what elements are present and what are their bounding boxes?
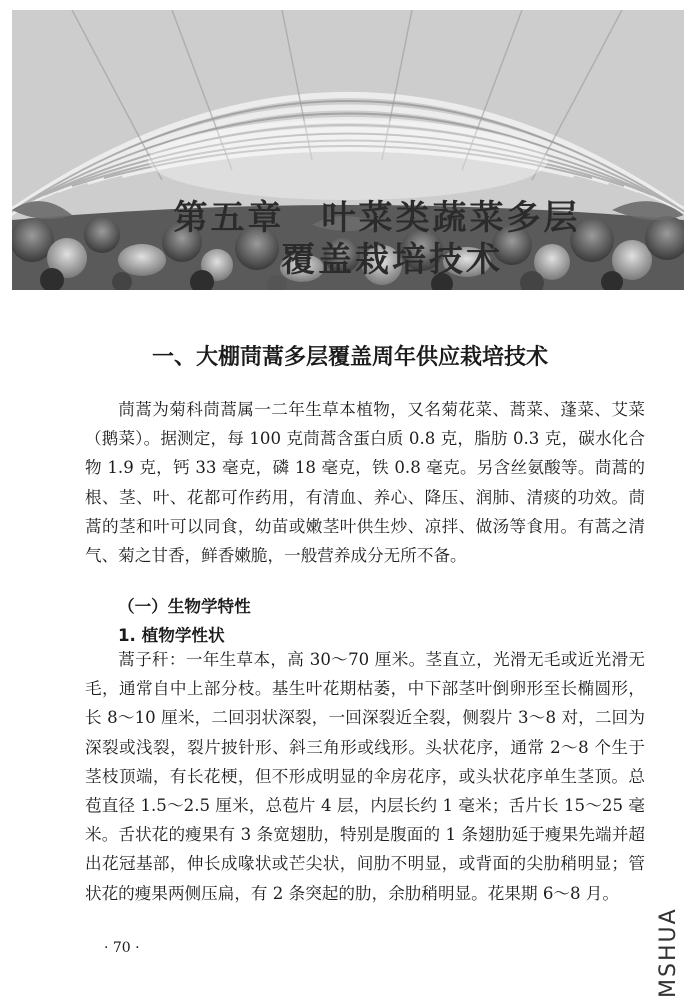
side-watermark: MSHUA — [656, 907, 681, 998]
chapter-title-line-1: 第五章 叶菜类蔬菜多层 — [173, 198, 581, 238]
botanical-paragraph: 蒿子秆：一年生草本，高 30～70 厘米。茎直立，光滑无毛或近光滑无毛，通常自中上部分枝。基生叶花期枯萎，中下部茎叶倒卵形至长椭圆形，长 8～10 厘米，二回羽状深裂，一回深裂近全裂，侧裂片 3～8 对，二回为深裂或浅裂，裂片披针形、斜三角形或线形。头状花序，通常 2～8 个生于茎枝顶端，有长花梗，但不形成明显的伞房花序，或头状花序单生茎顶。总苞直径 1.5～2.5 厘米，总苞片 4 层，内层长约 1 毫米；舌片长 15～25 毫米。舌状花的瘦果有 3 条宽翅肋，特别是腹面的 1 条翅肋延于瘦果先端并超出花冠基部，伸长成喙状或芒尖状，间肋不明显，或背面的尖肋稍明显；管状花的瘦果两侧压扁，有 2 条突起的肋，余肋稍明显。花果期 6～8 月。 — [85, 650, 645, 903]
page-number: · 70 · — [104, 940, 140, 956]
chapter-title-line-2: 覆盖栽培技术 — [281, 240, 503, 280]
section-heading: 一、大棚茼蒿多层覆盖周年供应栽培技术 — [151, 345, 548, 370]
subheading-botanical-traits: 1. 植物学性状 — [118, 626, 225, 645]
intro-paragraph: 茼蒿为菊科茼蒿属一二年生草本植物，又名菊花菜、蒿菜、蓬菜、艾菜（鹅菜）。据测定，每 100 克茼蒿含蛋白质 0.8 克，脂肪 0.3 克，碳水化合物 1.9 克，钙 33 毫克，磷 18 毫克，铁 0.8 毫克。另含丝氨酸等。茼蒿的根、茎、叶、花都可作药用，有清血、养心、降压、润肺、清痰的功效。茼蒿的茎和叶可以同食，幼苗或嫩茎叶供生炒、凉拌、做汤等食用。有蒿之清气、菊之甘香，鲜香嫩脆，一般营养成分无所不备。 — [85, 400, 645, 566]
chapter-banner — [12, 10, 684, 290]
subheading-biological-characteristics: （一）生物学特性 — [118, 597, 251, 616]
